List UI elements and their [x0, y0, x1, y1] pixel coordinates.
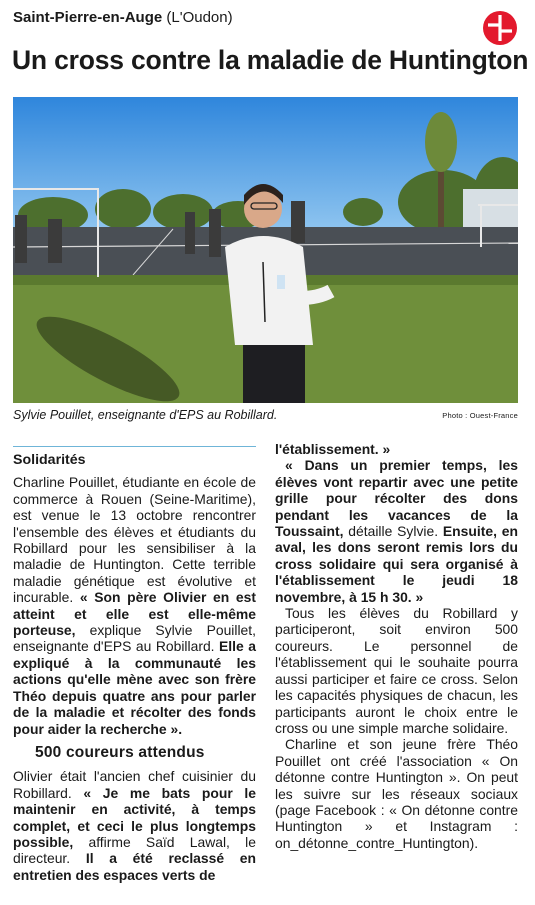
article-photo: [13, 97, 518, 403]
rubric-label: Solidarités: [13, 452, 86, 468]
paragraph-2-continued: l'établissement. »: [275, 441, 391, 457]
paragraph-2-attribution: affirme Saïd Lawal, le directeur.: [13, 833, 256, 867]
paragraph-1-attribution: explique Sylvie Pouillet, enseignante d'EPS au Robillard.: [13, 622, 256, 655]
subheading: 500 coureurs attendus: [35, 743, 205, 761]
photo-credit: Photo : Ouest-France: [442, 411, 518, 420]
photo-caption: Sylvie Pouillet, enseignante d'EPS au Robillard.: [13, 408, 278, 422]
area-name: (L'Oudon): [166, 9, 233, 26]
article-column-2: [275, 441, 518, 851]
location-line: [13, 9, 233, 26]
paragraph-2-text: Olivier était l'ancien chef cuisinier du Robillard.: [13, 768, 256, 801]
paragraph-2-quote: « Je me bats pour le maintenir en activité, à temps complet, et ceci le plus longtemps possible,: [13, 784, 256, 850]
paragraph-1: [13, 474, 256, 737]
town-name: Saint-Pierre-en-Auge: [13, 9, 163, 26]
paragraph-5: Charline et son jeune frère Théo Pouillet ont créé l'association « On détonne contre Huntington ». On peut les suivre sur les réseaux sociaux (page Facebook : « On détonne contre Huntington » et Instagram : on_détonne_contre_Huntington).: [275, 736, 518, 851]
paragraph-2: [13, 768, 256, 883]
article-column-1: [13, 452, 256, 883]
paragraph-3-quote-end: Ensuite, en aval, les dons seront remis lors du cross solidaire qui sera organisé à l'établissement le jeudi 18 novembre, à 15 h 30. »: [275, 523, 518, 605]
paragraph-1-quote-end: Elle a expliqué à la communauté les actions qu'elle mène avec son frère Théo depuis quatre ans pour parler de la maladie et récolter des fonds pour aider la recherche ».: [13, 638, 256, 737]
paragraph-2-quote-end: Il a été reclassé en entretien des espaces verts de: [13, 850, 256, 883]
rubric-divider: [13, 446, 256, 447]
ouest-france-logo-icon: [483, 11, 517, 45]
article-title: Un cross contre la maladie de Huntington: [12, 45, 529, 75]
paragraph-3-quote: « Dans un premier temps, les élèves vont repartir avec une petite grille pour récolter des dons pendant les vacances de la Toussaint,: [275, 457, 518, 540]
paragraph-3: [275, 457, 518, 605]
paragraph-4: Tous les élèves du Robillard y participeront, soit environ 500 coureurs. Le personnel de l'établissement qui le souhaite pourra aussi participer et faire ce cross. Selon les capacités physiques de chacun, les participants auront le choix entre le cross ou une simple marche solidaire.: [275, 605, 518, 736]
paragraph-3-attribution: détaille Sylvie.: [348, 523, 443, 540]
paragraph-1-quote: « Son père Olivier en est atteint et elle est elle-même porteuse,: [13, 589, 256, 639]
paragraph-1-text: Charline Pouillet, étudiante en école de commerce à Rouen (Seine-Maritime), est venue le 13 octobre rencontrer l'ensemble des élèves et étudiants du Robillard pour les sensibiliser à la maladie de Huntington. Cette terrible maladie génétique est évolutive et incurable.: [13, 474, 256, 606]
